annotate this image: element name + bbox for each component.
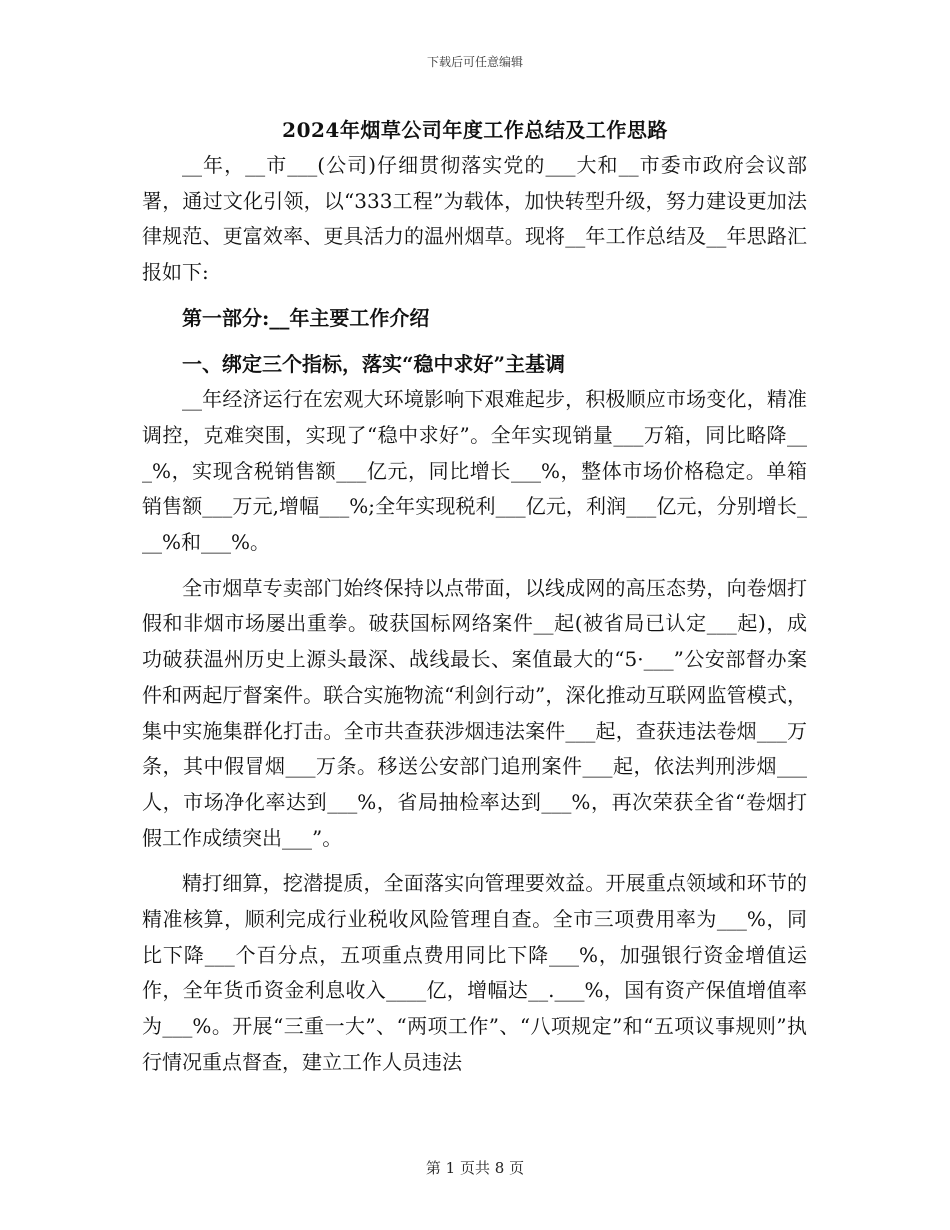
economy-paragraph: __年经济运行在宏观大环境影响下艰难起步，积极顺应市场变化，精准调控，克难突围，实现了“稳中求好”。全年实现销量___万箱，同比略降___%，实现含税销售额___亿元，同比增长___%，整体市场价格稳定。单箱销售额___万元,增幅___%;全年实现税利___亿元，利润___亿元，分别增长___%和___%。 bbox=[142, 387, 807, 555]
section-heading: 第一部分:__年主要工作介绍 bbox=[182, 305, 430, 330]
document-title: 2024年烟草公司年度工作总结及工作思路 bbox=[282, 118, 668, 142]
intro-paragraph: __年，__市___(公司)仔细贯彻落实党的___大和__市委市政府会议部署，通过文化引领，以“333工程”为载体，加快转型升级，努力建设更加法律规范、更富效率、更具活力的温州烟草。现将__年工作总结及__年思路汇报如下: bbox=[142, 153, 807, 285]
page-footer: 第 1 页共 8 页 bbox=[425, 1159, 525, 1177]
enforcement-paragraph: 全市烟草专卖部门始终保持以点带面，以线成网的高压态势，向卷烟打假和非烟市场屡出重拳。破获国标网络案件__起(被省局已认定___起)，成功破获温州历史上源头最深、战线最长、案值最大的“5·___”公安部督办案件和两起厅督案件。联合实施物流“利剑行动”，深化推动互联网监管模式，集中实施集群化打击。全市共查获涉烟违法案件___起，查获违法卷烟___万条，其中假冒烟___万条。移送公安部门追刑案件___起，依法判刑涉烟___人，市场净化率达到___%，省局抽检率达到___%，再次荣获全省“卷烟打假工作成绩突出___”。 bbox=[142, 575, 807, 850]
management-paragraph: 精打细算，挖潜提质，全面落实向管理要效益。开展重点领域和环节的精准核算，顺利完成行业税收风险管理自查。全市三项费用率为___%，同比下降___个百分点，五项重点费用同比下降___%，加强银行资金增值运作，全年货币资金利息收入____亿，增幅达__.___%，国有资产保值增值率为___%。开展“三重一大”、“两项工作”、“八项规定”和“五项议事规则”执行情况重点督查，建立工作人员违法 bbox=[142, 871, 807, 1074]
header-note: 下载后可任意编辑 bbox=[426, 55, 523, 69]
document-body bbox=[142, 148, 807, 1081]
subsection-heading: 一、绑定三个指标，落实“稳中求好”主基调 bbox=[182, 351, 566, 376]
